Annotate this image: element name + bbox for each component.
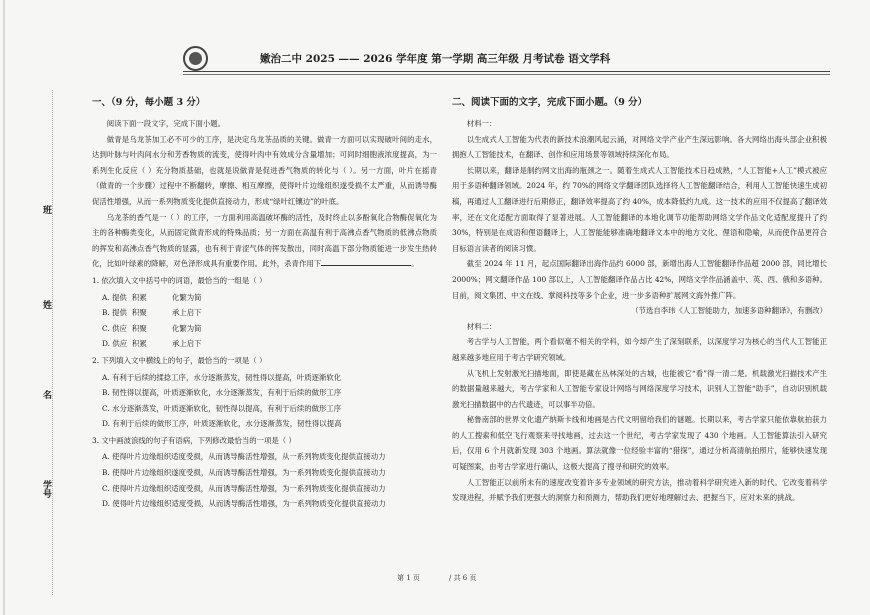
section1-intro: 阅读下面一段文字，完成下面小题。 bbox=[106, 119, 226, 128]
material-1-source: （节选自李玮《人工智能助力，加速多语种翻译》，有删改） bbox=[631, 306, 827, 316]
right-column bbox=[452, 84, 827, 506]
left-column bbox=[92, 84, 437, 512]
q3-option: C. 使得叶片边缘组织适度受损，从而诱导酶活性增强，为一系列物质变化提供直接动力 bbox=[102, 483, 386, 493]
material-paragraph: 考古学与人工智能，两个看似毫不相关的学科，如今却产生了深刻联系，以深度学习为核心的当代人工智能正越来越多地应用于考古学研究领域。 bbox=[452, 337, 827, 362]
school-seal-icon bbox=[183, 46, 208, 71]
side-label-surname: 姓 bbox=[41, 300, 51, 309]
side-label-number: 学号 bbox=[41, 480, 51, 498]
q2-option: A. 有利于后续的揉捻工序，水分逐渐蒸发，韧性得以提高，叶质逐渐软化 bbox=[102, 372, 342, 382]
material-paragraph: 秘鲁南部的世界文化遗产纳斯卡线和地画是古代文明留给我们的谜题。长期以来，考古学家只能依靠航拍获力的人工搜索和低空飞行观察来寻找地画，过去这一个世纪，考古学家发现了 430 个地画。人工智能算法引入研究后，仅用 6 个月就新发现 303 个地画。算法就像一位经验丰富的“猎探”，通过分析高清航拍照片，能够快速发现可疑图案，由考古学家进行确认，这极大提高了搜寻和研究的效率。 bbox=[452, 415, 827, 472]
side-label-name: 名 bbox=[41, 390, 51, 399]
q1-option: C. 供应 积聚 化繁为简 bbox=[102, 323, 202, 333]
material-paragraph: 截至 2024 年 11 月，起点国际翻译出海作品约 6000 部，新增出海人工智能翻译作品超 2000 部，同比增长 2000%；网文翻译作品 100 部以上，人工智能翻译作品占比 42%，网络文学作品涵盖中、英、西、俄和多语种。目前，阅文集团、中文在线、掌阅科技等多个企业，进一步多语种扩展网文海外推广阵。 bbox=[452, 259, 827, 300]
question-1-stem: 1. 依次填入文中括号中的词语，最恰当的一组是（ ） bbox=[92, 275, 267, 285]
q3-option: A. 使得叶片边缘组织适度受损，从而诱导酶活性增强，从一系列物质变化提供直接动力 bbox=[102, 452, 386, 462]
q2-option: D. 有利于后续的做形工序，叶质逐渐软化，水分逐渐蒸发，韧性得以提高 bbox=[102, 419, 342, 429]
section1-title: 一、（9 分，每小题 3 分） bbox=[92, 97, 206, 108]
section2-title: 二、阅读下面的文字，完成下面小题。（9 分） bbox=[452, 97, 648, 108]
q2-option: C. 水分逐渐蒸发，叶质逐渐软化，韧性得以提高，有利于后续的做形工序 bbox=[102, 403, 342, 413]
q1-option: B. 提供 积聚 承上启下 bbox=[102, 308, 202, 318]
question-2-stem: 2. 下列填入文中横线上的句子，最恰当的一项是（ ） bbox=[92, 355, 267, 365]
q3-option: D. 使得叶片边缘组织适度受损，从而诱导酶活性增强，为一系列物质变化提供直接动力 bbox=[102, 499, 386, 509]
page-total: / 共 6 页 bbox=[449, 574, 477, 582]
q3-option: B. 使得叶片边缘组织遂度受损，从而诱导酶活性增强，为一系列物质变化提供直接动力 bbox=[102, 468, 386, 478]
q1-option: A. 提供 积累 化繁为简 bbox=[102, 292, 202, 302]
passage-paragraph: 乌龙茶的香气是一（ ）的工序，一方面利用高温破坏酶的活性，及时终止以多酚氧化合物酶促氧化为主的各种酶类变化，从而固定做青形成的特殊品质；另一方面在高温有利于高沸点香气物质的低沸点物质的挥发和高沸点香气物质的显露，也有利于青涩气体的挥发散出，同时高温下部分物质能进一步发生热转化，比如叶绿素的降解，对色泽形成具有重要作用。此外，杀青作用下 。 bbox=[92, 212, 437, 269]
material-paragraph: 以生成式人工智能为代表的新技术浪潮风起云涌，对网络文学产业产生深远影响。各大网络出海头部企业积极拥抱人工智能技术，在翻译、创作和应用场景等领域持续深化布局。 bbox=[452, 134, 827, 160]
header-rule bbox=[183, 71, 830, 72]
page-number: 第 1 页 bbox=[397, 574, 420, 582]
material-paragraph: 长期以来，翻译是制约网文出海的瓶颈之一。随着生成式人工智能技术日趋成熟，“人工智能+人工”模式被应用于多语种翻译领域。2024 年，约 70%的网络文学翻译团队选择将人工智能翻译结合，利用人工智能快速生成初稿，再通过人工翻译进行后期修正，翻译效率提高了约 40%，成本降低约九成。这一技术的应用不仅提高了翻译效率，还在文化适配方面取得了显著进展。人工智能翻译的本地化调节功能帮助网络文学作品文化适配度提升了约 30%，特别是在成语和俚语翻译上，人工智能能够准确地翻译文本中的地方文化、俚语和隐喻，从而使作品更符合目标语言读者的阅读习惯。 bbox=[452, 165, 827, 253]
material-paragraph: 人工智能正以前所未有的速度改变着许多专业领域的研究方法，推动着科学研究进入新的时代。它改变着科学发现进程，并赋予我们更强大的洞察力和预测力，帮助我们更好地理解过去、把握当下，应对未来的挑战。 bbox=[452, 477, 827, 503]
page-header: 嫩治二中 2025 —— 2026 学年度 第一学期 高三年级 月考试卷 语文学科 bbox=[260, 53, 611, 65]
q2-option: B. 韧性得以提高，叶质逐渐软化，水分逐渐蒸发，有利于后续的做形工序 bbox=[102, 388, 342, 398]
header-rule-thin bbox=[183, 74, 830, 75]
material-1-label: 材料一： bbox=[466, 119, 497, 128]
side-label-class: 班 bbox=[41, 205, 51, 214]
fill-blank bbox=[321, 265, 411, 266]
material-2-label: 材料二： bbox=[466, 321, 497, 331]
page-edge bbox=[3, 0, 5, 615]
question-3-stem: 3. 文中画波浪线的句子有语病，下列修改最恰当的一项是（ ） bbox=[92, 435, 296, 445]
q1-option: D. 供应 积累 承上启下 bbox=[102, 339, 202, 349]
binding-line bbox=[52, 90, 53, 595]
passage-paragraph: 做青是乌龙茶加工必不可少的工序，是决定乌龙茶品质的关键。做青一方面可以实现破叶间的走水，达到叶脉与叶肉间水分和芳香物质的流变，使得叶肉中有效成分含量增加；可同时细胞液浓度提高，为一系列生化反应（ ）充分物质基础，也就是说做青是促进香气物质的转化与（ ）。另一方面，叶片在摇青（做青的一个步骤）过程中不断翻转，摩擦、相互摩擦，使得叶片边缘组织遂受损不太严重，从而诱导酶促活性增强，从而一系列物质变化提供直接动力，形成“绿叶红镶边”的叶底。 bbox=[92, 134, 437, 206]
material-paragraph: 从飞机上发射激光扫描地面，即使是藏在丛林深处的古城，也能被它“看”得一清二楚。机载激光扫描技术产生的数据量越来越大，考古学家和人工智能专家设计网络与网络深度学习技术，识别人工智能“助手”，自动识别机载激光扫描数据中的古代遗迹，可以事半功倍。 bbox=[452, 368, 827, 409]
